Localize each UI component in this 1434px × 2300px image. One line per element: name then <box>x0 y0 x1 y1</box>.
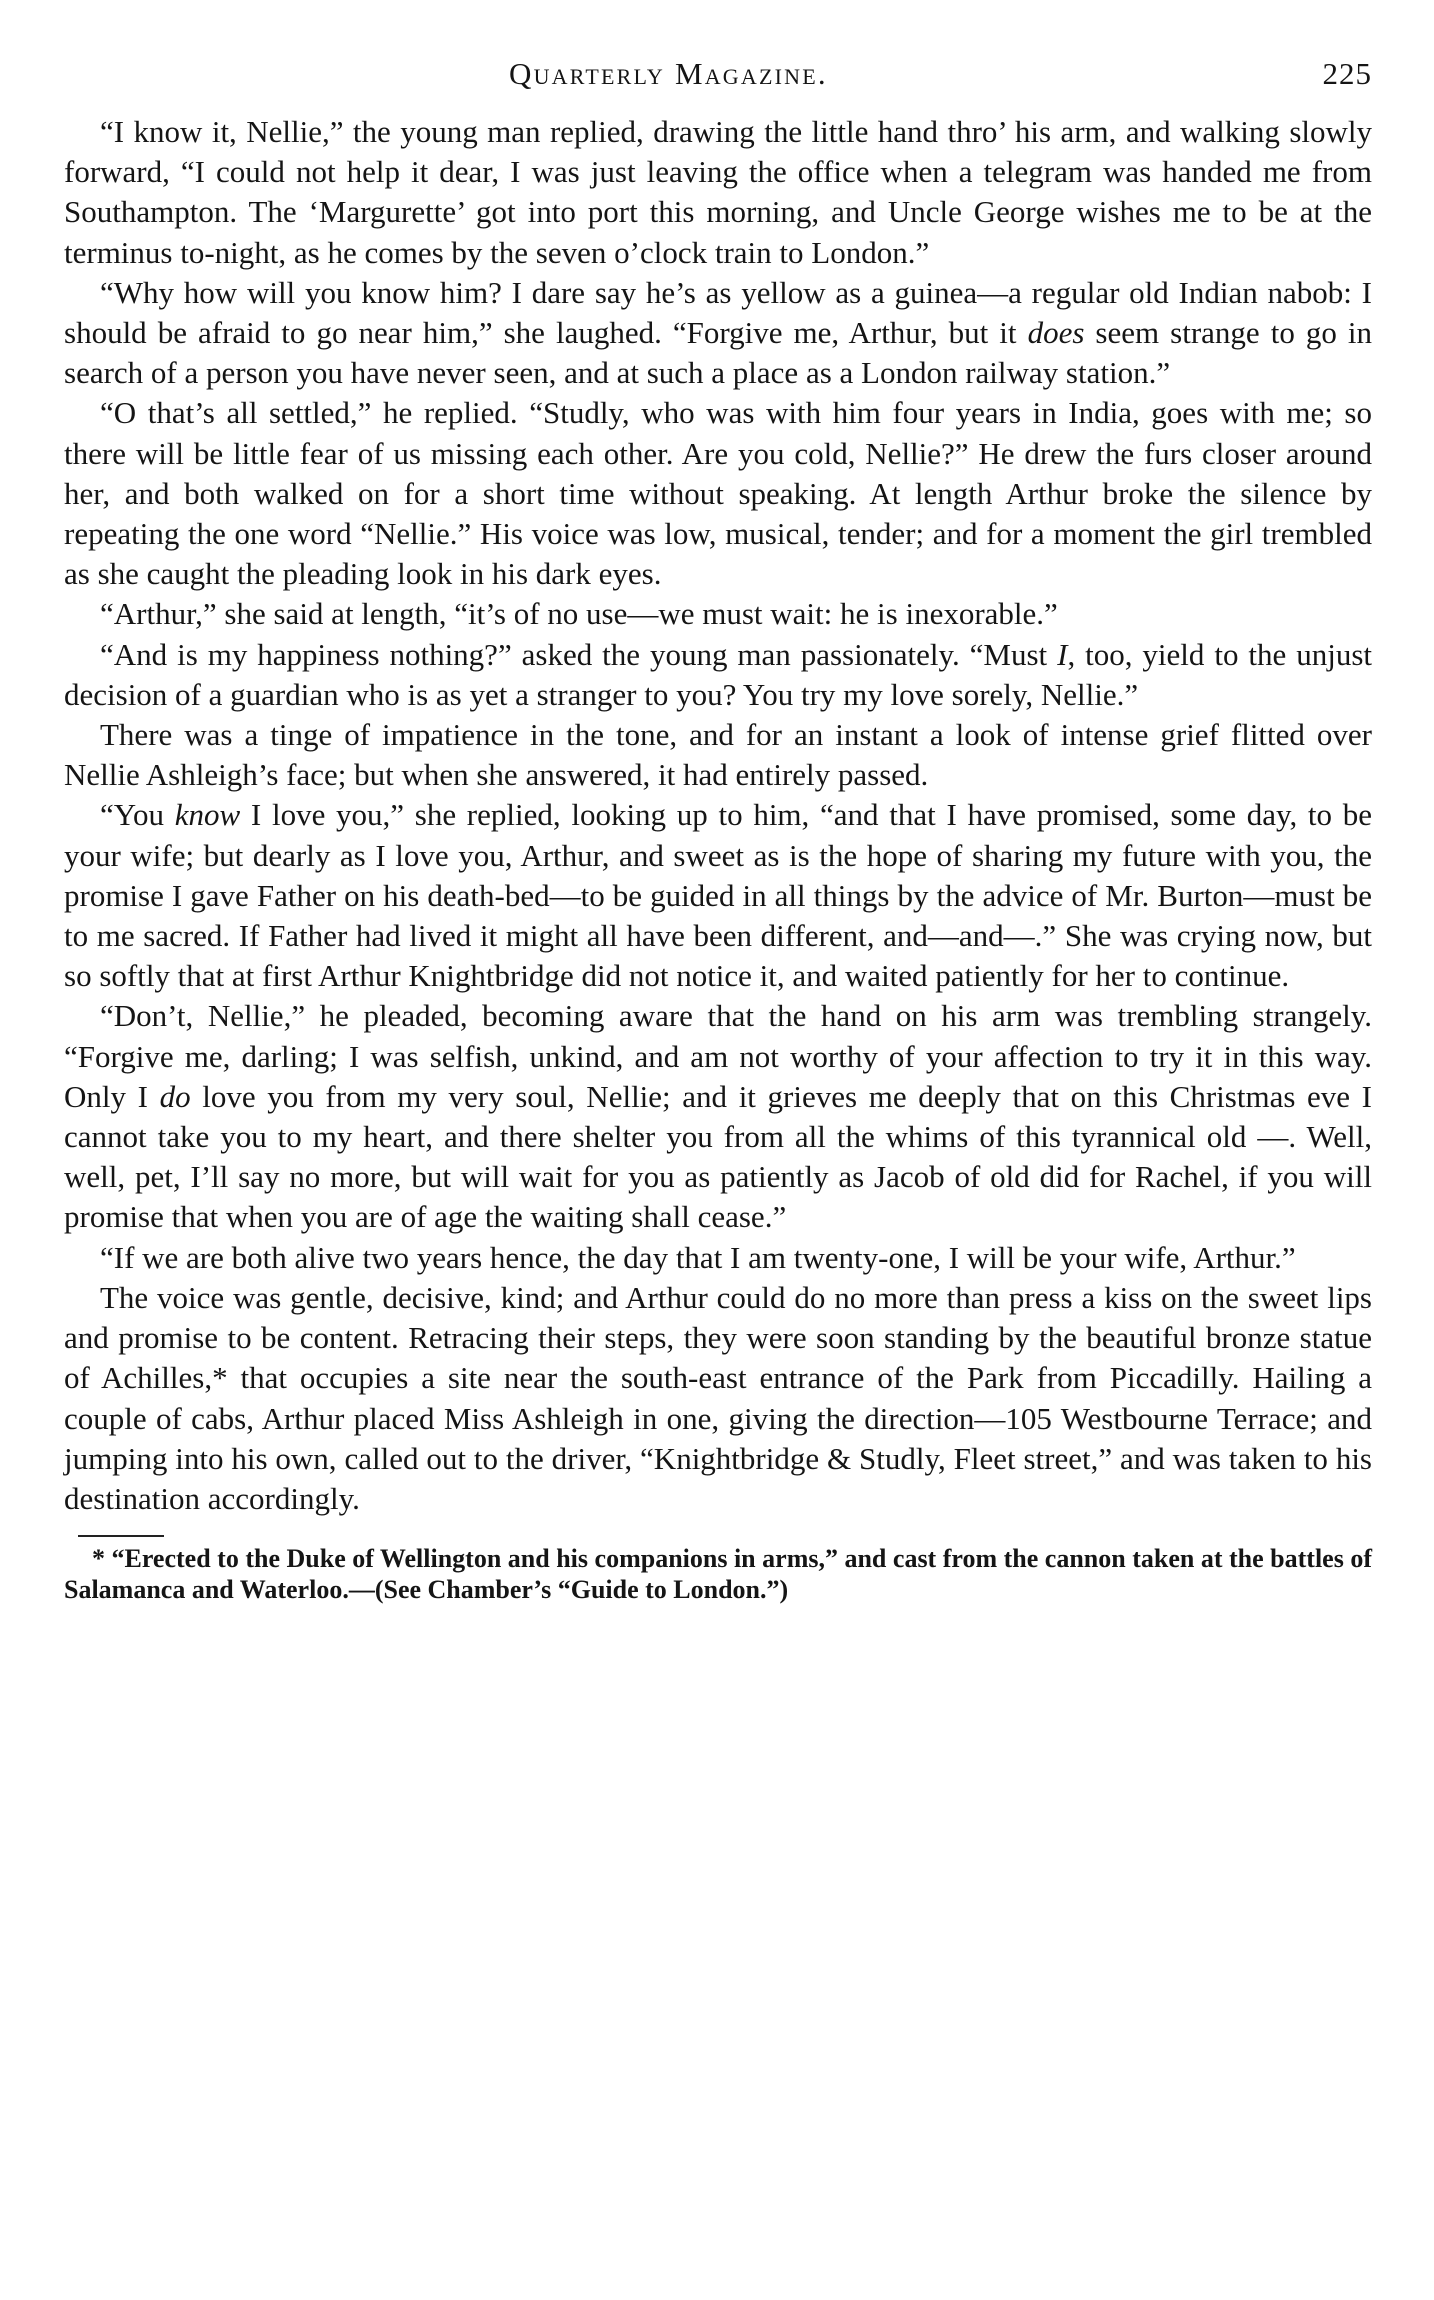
running-head <box>64 56 1372 100</box>
paragraph-text: “Don’t, Nellie,” he pleaded, becoming aware that the hand on his arm was trembling strangely. “Forgive me, darling; I was selfish, unkind, and am not worthy of your affection to try it in this way. Only I <box>64 998 1372 1114</box>
paragraph-text: The voice was gentle, decisive, kind; and Arthur could do no more than press a kiss on the sweet lips and promise to be content. Retracing their steps, they were soon standing by the beautiful bronze statue of Achilles,* that occupies a site near the south-east entrance of the Park from Piccadilly. Hailing a couple of cabs, Arthur placed Miss Ashleigh in one, giving the direction—105 Westbourne Terrace; and jumping into his own, called out to the driver, “Knightbridge & Studly, Fleet street,” and was taken to his destination accordingly. <box>64 1279 1372 1516</box>
paragraph-text: “And is my happiness nothing?” asked the young man passionately. “Must <box>100 636 1048 672</box>
paragraph-text: “I know it, Nellie,” the young man replied, drawing the little hand thro’ his arm, and walking slowly forward, “I could not help it dear, I was just leaving the office when a telegram was handed me from Southampton. The ‘Margurette’ got into port this morning, and Uncle George wishes me to be at the terminus to-night, as he comes by the seven o’clock train to London.” <box>64 114 1372 270</box>
paragraph-text-continued: seem strange to go in search of a person you have never seen, and at such a place as a London railway station.” <box>64 315 1372 391</box>
italic-emphasis: know <box>174 797 241 833</box>
paragraph-text: “Arthur,” she said at length, “it’s of no use—we must wait: he is inexorable.” <box>100 596 1058 632</box>
paragraph <box>64 795 1372 996</box>
italic-emphasis: does <box>1027 315 1085 351</box>
paragraph <box>64 273 1372 394</box>
paragraph-text: “You <box>100 797 165 833</box>
page-number: 225 <box>1322 56 1372 91</box>
paragraph-text: There was a tinge of impatience in the tone, and for an instant a look of intense grief flitted over Nellie Ashleigh’s face; but when she answered, it had entirely passed. <box>64 717 1372 793</box>
running-head-title: Quarterly Magazine. <box>509 56 828 91</box>
paragraph <box>64 1238 1372 1278</box>
paragraph-text: “If we are both alive two years hence, the day that I am twenty-one, I will be your wife, Arthur.” <box>100 1239 1296 1275</box>
paragraph <box>64 594 1372 634</box>
paragraph-text-continued: love you from my very soul, Nellie; and it grieves me deeply that on this Christmas eve I cannot take you to my heart, and there shelter you from all the whims of this tyrannical old —. Well, well, pet, I’ll say no more, but will wait for you as patiently as Jacob of old did for Rachel, if you will promise that when you are of age the waiting shall cease.” <box>64 1078 1373 1235</box>
paragraph <box>64 1278 1372 1519</box>
paragraph-text: “O that’s all settled,” he replied. “Studly, who was with him four years in India, goes with me; so there will be little fear of us missing each other. Are you cold, Nellie?” He drew the furs closer around her, and both walked on for a short time without speaking. At length Arthur broke the silence by repeating the one word “Nellie.” His voice was low, musical, tender; and for a moment the girl trembled as she caught the pleading look in his dark eyes. <box>64 395 1372 592</box>
paragraph <box>64 996 1372 1237</box>
footnote-rule <box>78 1535 164 1537</box>
paragraph <box>64 393 1372 594</box>
body-text <box>64 112 1372 1519</box>
footnote: * “Erected to the Duke of Wellington and his companions in arms,” and cast from the cannon taken at the battles of Salamanca and Waterloo.—(See Chamber’s “Guide to London.”) <box>64 1544 1372 1605</box>
paragraph <box>64 635 1372 715</box>
paragraph <box>64 715 1372 795</box>
paragraph-text: “Why how will you know him? I dare say he’s as yellow as a guinea—a regular old Indian nabob: I should be afraid to go near him,” she laughed. “Forgive me, Arthur, but it <box>64 274 1372 351</box>
paragraph-text-continued: , too, yield to the unjust decision of a guardian who is as yet a stranger to you? You try my love sorely, Nellie.” <box>64 636 1373 712</box>
italic-emphasis: do <box>159 1078 191 1114</box>
italic-emphasis: I <box>1057 636 1068 672</box>
paragraph <box>64 112 1372 273</box>
paragraph-text-continued: I love you,” she replied, looking up to him, “and that I have promised, some day, to be your wife; but dearly as I love you, Arthur, and sweet as is the hope of sharing my future with you, the promise I gave Father on his death-bed—to be guided in all things by the advice of Mr. Burton—must be to me sacred. If Father had lived it might all have been different, and—and—.” She was crying now, but so softly that at first Arthur Knightbridge did not notice it, and waited patiently for her to continue. <box>64 797 1372 994</box>
